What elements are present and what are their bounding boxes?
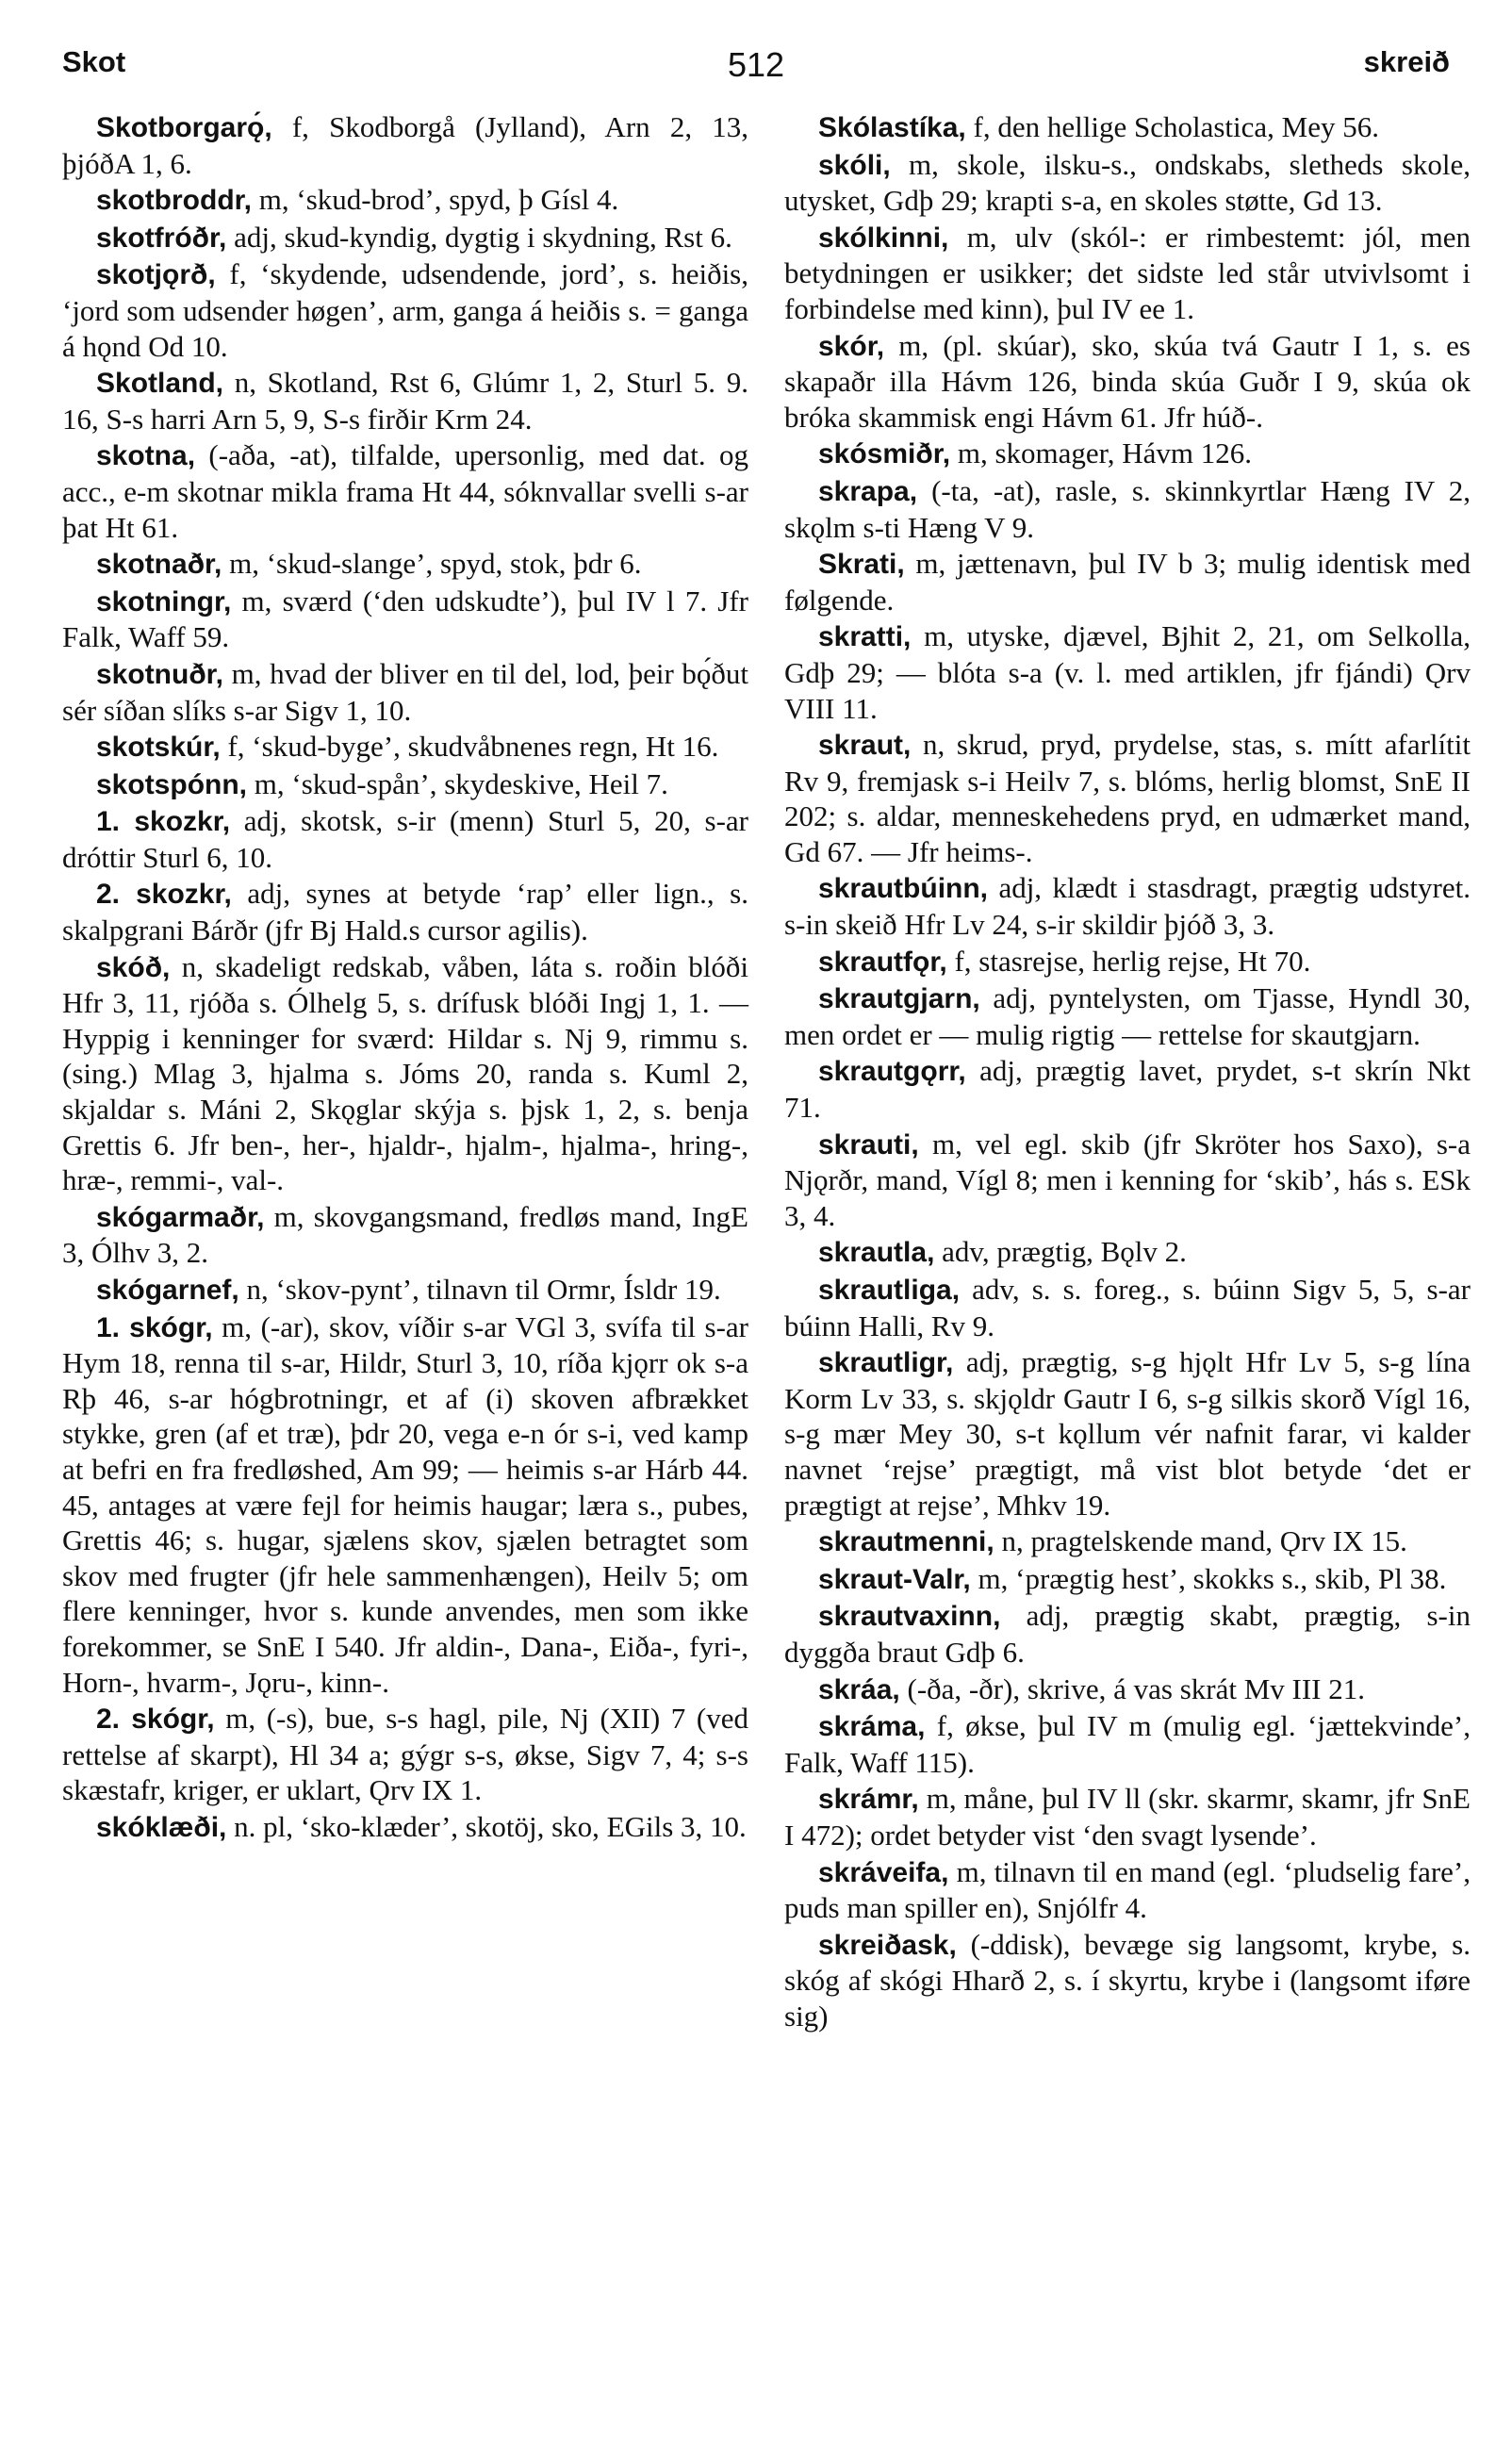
entry-headword: skólkinni, <box>818 222 949 254</box>
dictionary-entry <box>784 1781 1471 1852</box>
entry-headword: skrautfǫr, <box>818 946 947 978</box>
dictionary-entry <box>62 949 748 1198</box>
entry-definition: adj, prægtig, s-g hjǫlt Hfr Lv 5, s-g lína Korm Lv 33, s. skjǫldr Gautr I 6, s-g silkis skorð Vígl 16, s-g mær Mey 30, s-t kǫllum vér nafnit farar, vi kalder navnet ‘rejse’ prægtigt, må vist blot betyde ‘det er prægtigt at rejse’, Mhkv 19. <box>784 1345 1471 1522</box>
entry-headword: skrautgǫrr, <box>818 1056 966 1088</box>
dictionary-entry <box>784 1927 1471 2034</box>
dictionary-entry <box>784 1272 1471 1343</box>
running-head-right: skreið <box>1363 45 1450 78</box>
entry-headword: skrautligr, <box>818 1347 954 1379</box>
entry-definition: f, ‘skud-byge’, skudvåbnenes regn, Ht 16. <box>220 730 719 764</box>
entry-headword: skrautliga, <box>818 1275 961 1306</box>
dictionary-entry <box>62 109 748 181</box>
dictionary-entry <box>62 1701 748 1808</box>
entry-headword: skotningr, <box>96 585 232 617</box>
dictionary-entry <box>784 1708 1471 1780</box>
dictionary-entry <box>62 546 748 583</box>
entry-headword: skrapa, <box>818 475 918 507</box>
entry-definition: m, ‘skud-brod’, spyd, þ Gísl 4. <box>252 183 619 217</box>
dictionary-entry <box>62 256 748 364</box>
dictionary-entry <box>784 436 1471 472</box>
dictionary-entry <box>62 876 748 947</box>
dictionary-entry <box>784 473 1471 545</box>
dictionary-entry <box>62 182 748 219</box>
entry-definition: adj, skud-kyndig, dygtig i skydning, Rst 6. <box>226 220 732 254</box>
entry-definition: m, ‘skud-spån’, skydeskive, Heil 7. <box>247 766 668 800</box>
entry-headword: skotnuðr, <box>96 658 224 690</box>
entry-headword: skotspónn, <box>96 768 248 800</box>
entry-headword: skraut, <box>818 730 912 762</box>
page-header <box>62 45 1450 87</box>
dictionary-entry <box>784 1561 1471 1598</box>
dictionary-entry <box>784 980 1471 1052</box>
entry-definition: m, utyske, djævel, Bjhit 2, 21, om Selkolla, Gdþ 29; — blóta s-a (v. l. med artiklen, jfr fjándi) Ǫrv VIII 11. <box>784 619 1471 725</box>
entry-headword: 2. skógr, <box>96 1704 215 1736</box>
dictionary-entry <box>784 546 1471 617</box>
entry-definition: n, ‘skov-pynt’, tilnavn til Ormr, Ísldr 19. <box>238 1273 721 1306</box>
entry-headword: skráa, <box>818 1673 900 1705</box>
entry-headword: skrautgjarn, <box>818 983 980 1015</box>
entry-headword: 1. skógr, <box>96 1311 213 1343</box>
running-head-left: Skot <box>62 45 126 78</box>
entry-headword: skrautbúinn, <box>818 873 989 905</box>
entry-definition: f, ‘skydende, udsendende, jord’, s. heiðis, ‘jord som udsender høgen’, arm, ganga á heiðis s. = ganga á hǫnd Od 10. <box>62 257 748 363</box>
dictionary-entry <box>62 1272 748 1309</box>
dictionary-entry <box>62 584 748 655</box>
entry-definition: (-ða, -ðr), skrive, á vas skrát Mv III 21. <box>899 1671 1366 1705</box>
dictionary-entry <box>62 1809 748 1846</box>
entry-headword: skotna, <box>96 440 196 472</box>
dictionary-entry <box>62 1199 748 1271</box>
dictionary-entry <box>784 1854 1471 1926</box>
dictionary-entry <box>784 1234 1471 1271</box>
entry-definition: m, ulv (skól-: er rimbestemt: jól, men betydningen er usikker; det sidste led står utvivlsomt i forbindelse med kinn), þul IV ee 1. <box>784 220 1471 325</box>
entry-definition: f, Skodborgå (Jylland), Arn 2, 13, þjóðA 1, 6. <box>62 110 748 180</box>
entry-headword: skrautla, <box>818 1237 935 1269</box>
entry-headword: Skotland, <box>96 368 224 400</box>
entry-definition: adj, skotsk, s-ir (menn) Sturl 5, 20, s-ar dróttir Sturl 6, 10. <box>62 804 748 874</box>
entry-headword: skóklæði, <box>96 1811 227 1843</box>
entry-headword: skraut-Valr, <box>818 1563 971 1595</box>
dictionary-entry <box>62 365 748 436</box>
dictionary-entry <box>784 1053 1471 1125</box>
entry-definition: m, skovgangsmand, fredløs mand, IngE 3, Ólhv 3, 2. <box>62 1199 748 1270</box>
entry-headword: skráveifa, <box>818 1856 949 1888</box>
entry-headword: skráma, <box>818 1711 926 1743</box>
entry-definition: f, økse, þul IV m (mulig egl. ‘jættekvinde’, Falk, Waff 115). <box>784 1709 1471 1779</box>
entry-definition: adj, pyntelysten, om Tjasse, Hyndl 30, men ordet er — mulig rigtig — rettelse for skautgjarn. <box>784 981 1471 1051</box>
right-column <box>784 109 1471 2034</box>
entry-definition: m, vel egl. skib (jfr Skröter hos Saxo), s-a Njǫrðr, mand, Vígl 8; men i kenning for ‘skib’, hás s. ESk 3, 4. <box>784 1127 1471 1232</box>
entry-headword: skósmiðr, <box>818 438 951 470</box>
dictionary-entry <box>62 729 748 766</box>
entry-definition: (-ddisk), bevæge sig langsomt, krybe, s. skóg af skógi Hharð 2, s. í skyrtu, krybe i (langsomt iføre sig) <box>784 1927 1471 2033</box>
dictionary-entry <box>784 1344 1471 1523</box>
entry-headword: skór, <box>818 330 885 362</box>
entry-definition: adj, synes at betyde ‘rap’ eller lign., s. skalpgrani Bárðr (jfr Bj Hald.s cursor agilis). <box>62 877 748 947</box>
entry-headword: skrámr, <box>818 1784 919 1816</box>
dictionary-entry <box>784 147 1471 219</box>
dictionary-entry <box>62 1309 748 1701</box>
entry-headword: Skrati, <box>818 549 905 581</box>
dictionary-entry <box>784 328 1471 436</box>
dictionary-entry <box>62 766 748 803</box>
entry-definition: m, skomager, Hávm 126. <box>950 436 1252 470</box>
entry-definition: m, måne, þul IV ll (skr. skarmr, skamr, jfr SnE I 472); ordet betyder vist ‘den svagt lysende’. <box>784 1782 1471 1852</box>
entry-headword: 2. skozkr, <box>96 879 232 911</box>
entry-definition: adj, klædt i stasdragt, prægtig udstyret. s-in skeið Hfr Lv 24, s-ir skildir þjóð 3, 3. <box>784 871 1471 942</box>
entry-definition: m, (-ar), skov, víðir s-ar VGl 3, svífa til s-ar Hym 18, renna til s-ar, Hildr, Sturl 3, 10, ríða kjǫrr ok s-a Rþ 46, s-ar hógbrotningr, et af (i) skoven afbrækket stykke, gren (af et træ), þdr 20, vega e-n ór s-i, ved kamp at befri en fra fredløshed, Am 99; — heimis s-ar Hárb 44. 45, antages at være fejl for heimis haugar; læra s., pubes, Grettis 46; s. hugar, sjælens skov, sjælen betragtet som skov med frugter (jfr hele sammenhængen), Heilv 5; om flere kenninger, hvor s. kunde anvendes, men som ikke forekommer, se SnE I 540. Jfr aldin-, Dana-, Eiða-, fyri-, Horn-, hvarm-, Jǫru-, kinn-. <box>62 1309 748 1699</box>
entry-headword: skóð, <box>96 951 171 983</box>
dictionary-entry <box>62 220 748 256</box>
dictionary-entry <box>784 618 1471 726</box>
entry-definition: m, sværd (‘den udskudte’), þul IV l 7. Jfr Falk, Waff 59. <box>62 584 748 654</box>
entry-definition: adv, prægtig, Bǫlv 2. <box>934 1235 1187 1269</box>
entry-headword: skotbroddr, <box>96 185 253 217</box>
entry-headword: skotskúr, <box>96 732 221 764</box>
entry-definition: m, hvad der bliver en til del, lod, þeir bǫ́ðut sér síðan slíks s-ar Sigv 1, 10. <box>62 656 748 727</box>
entry-definition: n. pl, ‘sko-klæder’, skotöj, sko, EGils 3, 10. <box>226 1809 747 1843</box>
entry-definition: m, (pl. skúar), sko, skúa tvá Gautr I 1, s. es skapaðr illa Hávm 126, binda skúa Guðr I 9, skúa ok bróka skammisk engi Hávm 61. Jfr húð-. <box>784 328 1471 434</box>
dictionary-entry <box>62 803 748 875</box>
entry-definition: n, skadeligt redskab, våben, láta s. roðin blóði Hfr 3, 11, rjóða s. Ólhelg 5, s. drífusk blóði Ingj 1, 1. — Hyppig i kenninger for sværd: Hildar s. Nj 9, rimmu s. (sing.) Mlag 3, hjalma s. Jóms 20, randa s. Kuml 2, skjaldar s. Máni 2, Skǫglar skýja s. þjsk 1, 2, s. benja Grettis 6. Jfr ben-, her-, hjaldr-, hjalm-, hjalma-, hring-, hræ-, remmi-, val-. <box>62 949 748 1197</box>
entry-definition: m, tilnavn til en mand (egl. ‘pludselig fare’, puds man spiller en), Snjólfr 4. <box>784 1854 1471 1925</box>
dictionary-entry <box>784 109 1471 146</box>
entry-definition: adj, prægtig lavet, prydet, s-t skrín Nkt 71. <box>784 1054 1471 1125</box>
dictionary-entry <box>62 437 748 545</box>
entry-headword: skrautvaxinn, <box>818 1601 1001 1633</box>
entry-headword: skrautmenni, <box>818 1526 994 1558</box>
entry-definition: adj, prægtig skabt, prægtig, s-in dyggða braut Gdþ 6. <box>784 1599 1471 1669</box>
dictionary-entry <box>784 1523 1471 1560</box>
dictionary-entry <box>62 656 748 728</box>
entry-definition: f, den hellige Scholastica, Mey 56. <box>965 110 1379 143</box>
dictionary-entry <box>784 727 1471 869</box>
entry-headword: skratti, <box>818 621 912 653</box>
dictionary-entry <box>784 944 1471 980</box>
entry-headword: Skotborgarǫ́, <box>96 112 272 143</box>
dictionary-entry <box>784 870 1471 942</box>
entry-definition: adv, s. s. foreg., s. búinn Sigv 5, 5, s-ar búinn Halli, Rv 9. <box>784 1273 1471 1342</box>
entry-definition: m, skole, ilsku-s., ondskabs, sletheds skole, utysket, Gdþ 29; krapti s-a, en skoles støtte, Gd 13. <box>784 147 1471 218</box>
entry-headword: skógarnef, <box>96 1275 239 1306</box>
page-number: 512 <box>727 45 785 84</box>
entry-definition: (-ta, -at), rasle, s. skinnkyrtlar Hæng IV 2, skǫlm s-ti Hæng V 9. <box>784 473 1471 544</box>
entry-definition: m, (-s), bue, s-s hagl, pile, Nj (XII) 7 (ved rettelse af skarpt), Hl 34 a; gýgr s-s, økse, Sigv 7, 4; s-s skæstafr, kriger, er uklart, Ǫrv IX 1. <box>62 1702 749 1807</box>
dictionary-entry <box>784 220 1471 327</box>
entry-headword: Skólastíka, <box>818 112 966 143</box>
entry-definition: f, stasrejse, herlig rejse, Ht 70. <box>946 944 1311 978</box>
dictionary-entry <box>784 1598 1471 1670</box>
entry-headword: skreiðask, <box>818 1929 957 1961</box>
entry-definition: n, pragtelskende mand, Ǫrv IX 15. <box>994 1524 1407 1558</box>
dictionary-entry <box>784 1127 1471 1234</box>
entry-headword: skotjǫrð, <box>96 259 216 291</box>
entry-definition: (-aða, -at), tilfalde, upersonlig, med dat. og acc., e-m skotnar mikla frama Ht 44, sóknvallar svelli s-ar þat Ht 61. <box>62 438 748 544</box>
entry-headword: skógarmaðr, <box>96 1201 265 1233</box>
entry-headword: skrauti, <box>818 1128 919 1161</box>
entry-definition: m, ‘skud-slange’, spyd, stok, þdr 6. <box>222 547 642 581</box>
dictionary-entry <box>784 1671 1471 1708</box>
entry-headword: skóli, <box>818 149 891 181</box>
left-column <box>62 109 748 1847</box>
entry-headword: skotnaðr, <box>96 549 222 581</box>
entry-headword: skotfróðr, <box>96 222 227 254</box>
entry-headword: 1. skozkr, <box>96 806 231 838</box>
entry-definition: m, jættenavn, þul IV b 3; mulig identisk med følgende. <box>784 547 1471 617</box>
entry-definition: m, ‘prægtig hest’, skokks s., skib, Pl 38. <box>970 1561 1447 1595</box>
entry-definition: n, Skotland, Rst 6, Glúmr 1, 2, Sturl 5. 9. 16, S-s harri Arn 5, 9, S-s firðir Krm 24. <box>62 366 748 436</box>
entry-definition: n, skrud, pryd, prydelse, stas, s. mítt afarlítit Rv 9, fremjask s-i Heilv 7, s. blóms, herlig blomst, SnE II 202; s. aldar, menneskehedens pryd, en udmærket mand, Gd 67. — Jfr heims-. <box>784 728 1471 868</box>
